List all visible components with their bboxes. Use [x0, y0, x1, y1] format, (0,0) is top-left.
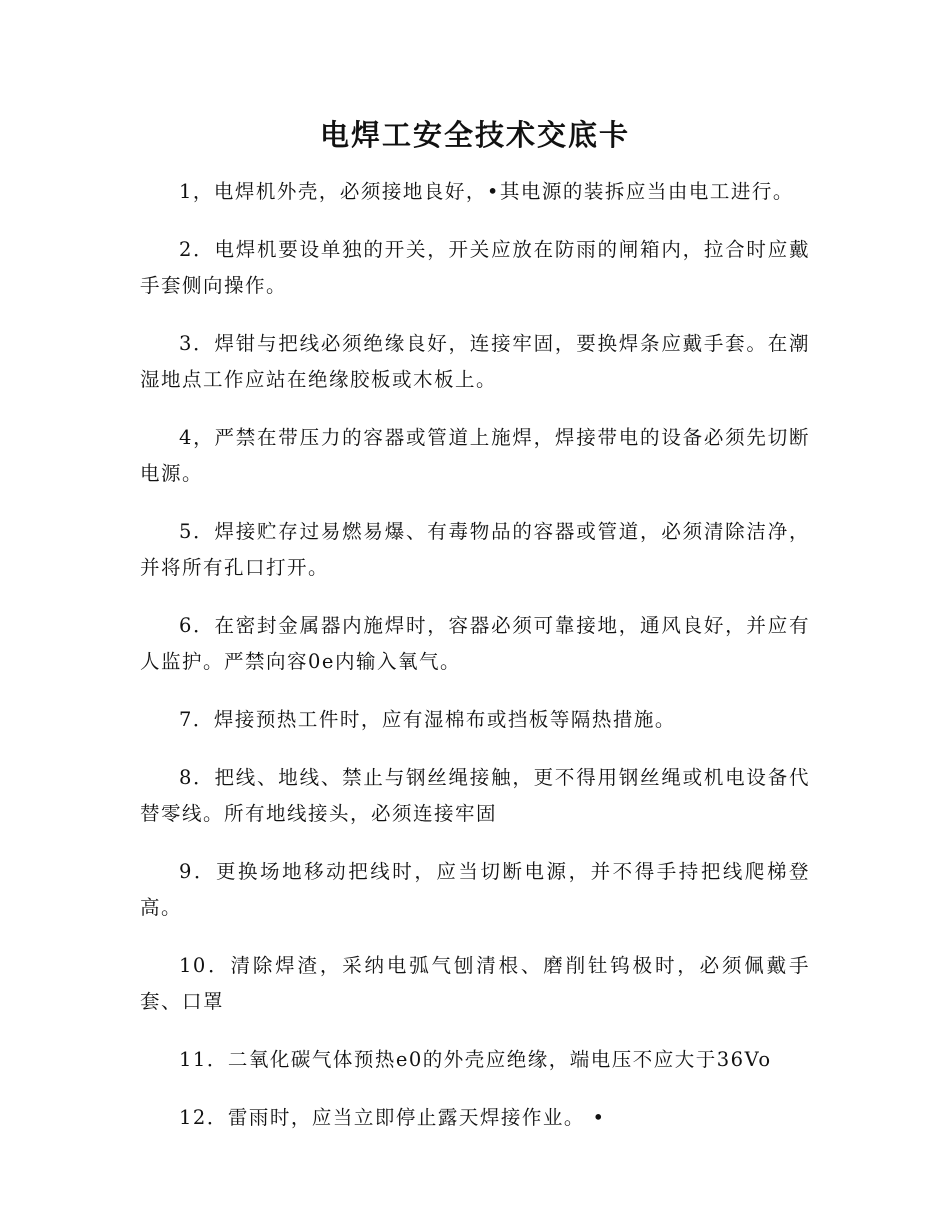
safety-rules-list: [140, 174, 810, 1136]
rule-item-6: 6．在密封金属器内施焊时，容器必须可靠接地，通风良好，并应有人监护。严禁向容0e内输入氧气。: [140, 614, 810, 673]
rule-item-9: 9．更换场地移动把线时，应当切断电源，并不得手持把线爬梯登高。: [140, 860, 810, 919]
rule-item-8: 8．把线、地线、禁止与钢丝绳接触，更不得用钢丝绳或机电设备代替零线。所有地线接头，必须连接牢固: [140, 766, 810, 825]
rule-item-2: 2．电焊机要设单独的开关，开关应放在防雨的闸箱内，拉合时应戴手套侧向操作。: [140, 238, 810, 297]
rule-item-12: 12．雷雨时，应当立即停止露天焊接作业。 •: [179, 1106, 606, 1129]
rule-item-4: 4，严禁在带压力的容器或管道上施焊，焊接带电的设备必须先切断电源。: [140, 426, 810, 485]
document-title: 电焊工安全技术交底卡: [319, 118, 630, 152]
rule-item-3: 3．焊钳与把线必须绝缘良好，连接牢固，要换焊条应戴手套。在潮湿地点工作应站在绝缘胶板或木板上。: [140, 332, 810, 391]
rule-item-7: 7．焊接预热工件时，应有湿棉布或挡板等隔热措施。: [179, 708, 676, 731]
rule-item-5: 5．焊接贮存过易燃易爆、有毒物品的容器或管道，必须清除洁净，并将所有孔口打开。: [140, 520, 810, 579]
rule-item-10: 10．清除焊渣，采纳电弧气刨清根、磨削钍钨极时，必须佩戴手套、口罩: [140, 954, 810, 1013]
rule-item-1: 1，电焊机外壳，必须接地良好，•其电源的装拆应当由电工进行。: [179, 180, 794, 203]
rule-item-11: 11．二氧化碳气体预热e0的外壳应绝缘，端电压不应大于36Vo: [179, 1048, 772, 1071]
